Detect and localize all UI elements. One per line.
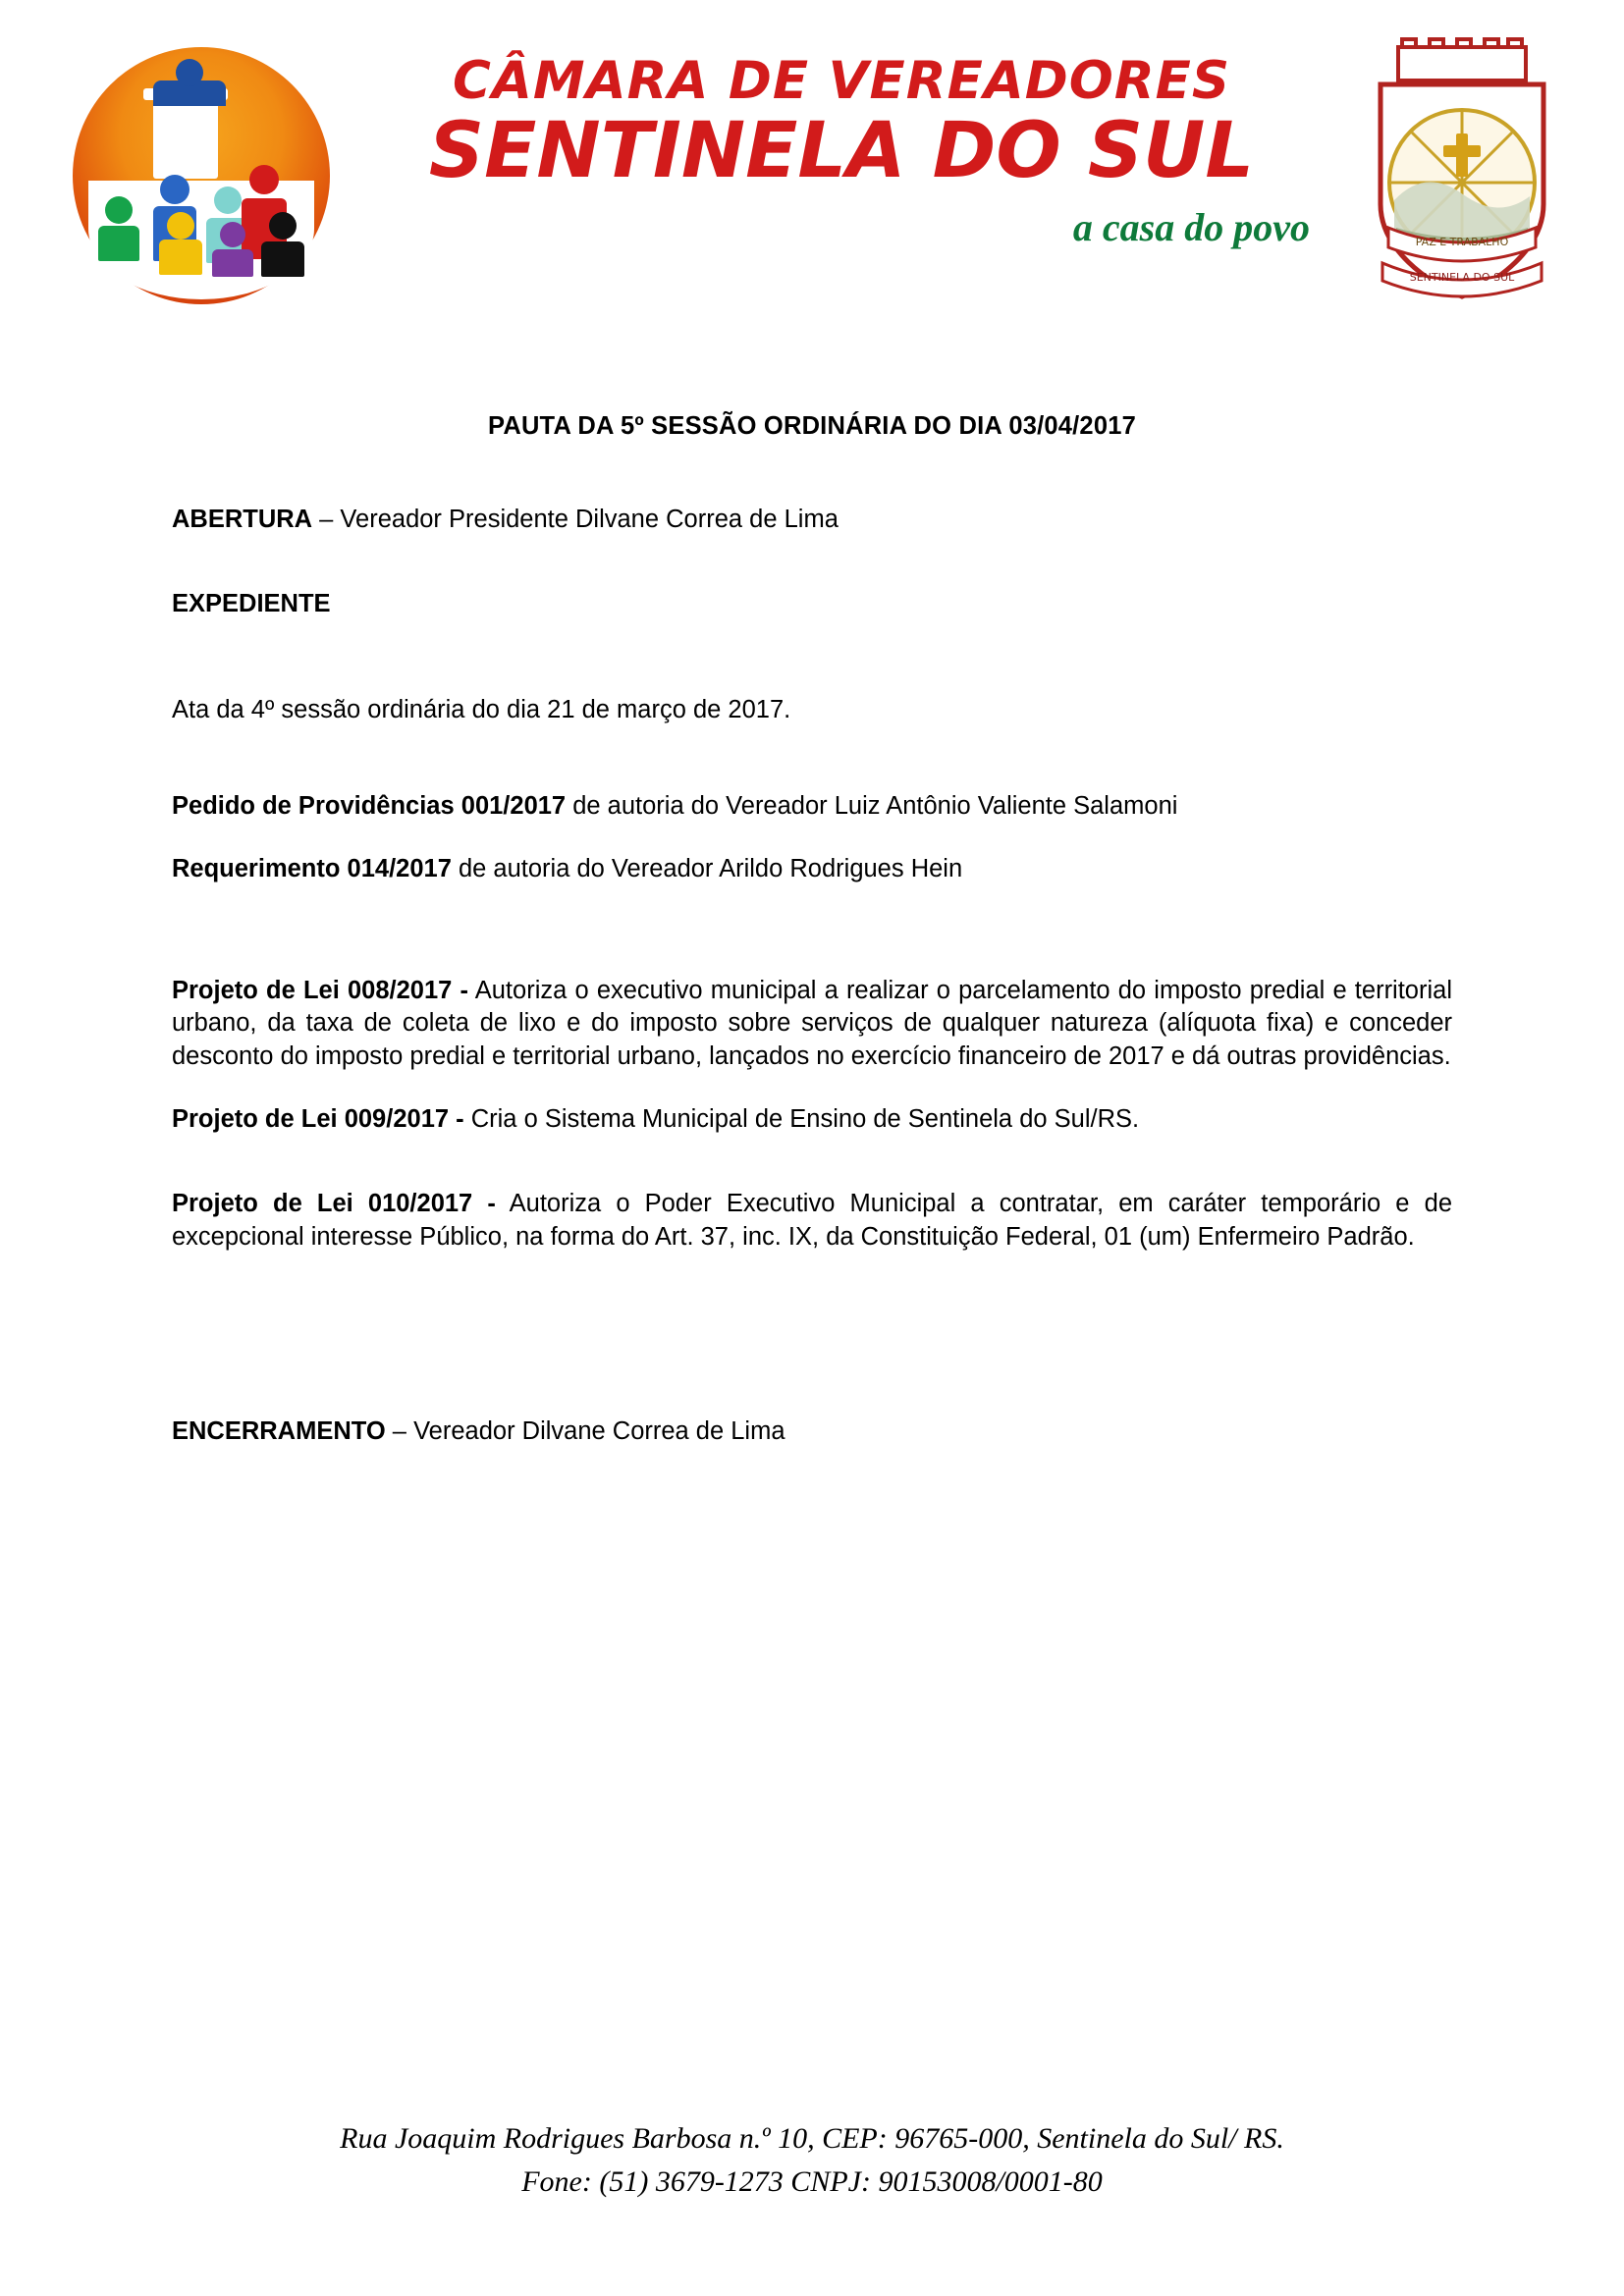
camara-logo-icon (59, 39, 344, 324)
item-projeto-lei-010 (172, 1188, 1452, 1255)
item-label: Projeto de Lei 009/2017 - (172, 1105, 464, 1134)
header-title-line1: CÂMARA DE VEREADORES (452, 51, 1231, 111)
brasao-icon (1359, 35, 1565, 330)
encerramento-text: – Vereador Dilvane Correa de Lima (385, 1416, 785, 1445)
item-text: Autoriza o executivo municipal a realizar o parcelamento do imposto predial e territorial urbano, da taxa de coleta de lixo e do imposto sobre serviços de qualquer natureza (alíquota fixa) e conceder desconto do imposto predial e territorial urbano, lançados no exercício financeiro de 2017 e dá outras providências. (172, 976, 1452, 1071)
encerramento-label: ENCERRAMENTO (172, 1416, 386, 1445)
document-header (0, 0, 1624, 353)
item-text: de autoria do Vereador Arildo Rodrigues Hein (451, 854, 963, 882)
person-black-icon (261, 212, 304, 277)
abertura-text: – Vereador Presidente Dilvane Correa de Lima (312, 506, 839, 533)
person-yellow-icon (159, 212, 202, 275)
item-pedido-providencias (172, 790, 1452, 824)
item-text: de autoria do Vereador Luiz Antônio Valiente Salamoni (566, 791, 1178, 820)
footer-address: Rua Joaquim Rodrigues Barbosa n.º 10, CEP: 96765-000, Sentinela do Sul/ RS. (340, 2122, 1284, 2155)
footer-contact: Fone: (51) 3679-1273 CNPJ: 90153008/0001-80 (521, 2164, 1103, 2198)
item-label: Pedido de Providências 001/2017 (172, 791, 567, 820)
speaker-head-shape (176, 59, 203, 86)
item-projeto-lei-009 (172, 1103, 1452, 1137)
encerramento-paragraph (172, 1415, 1452, 1449)
header-title-line2: SENTINELA DO SUL (428, 107, 1255, 196)
item-requerimento (172, 853, 1452, 886)
person-purple-icon (212, 222, 253, 277)
item-projeto-lei-008 (172, 975, 1452, 1075)
item-text: Cria o Sistema Municipal de Ensino de Sentinela do Sul/RS. (463, 1105, 1140, 1134)
podium-stand-shape (153, 94, 218, 179)
item-label: Requerimento 014/2017 (172, 854, 452, 882)
svg-text:PAZ E TRABALHO: PAZ E TRABALHO (1415, 236, 1509, 248)
expediente-heading (172, 588, 1452, 621)
brasao-bottom-label: SENTINELA DO SUL (1409, 271, 1515, 284)
item-label: Projeto de Lei 008/2017 - (172, 976, 468, 1004)
person-green-icon (98, 196, 139, 261)
header-title-block (344, 29, 1359, 250)
abertura-paragraph (172, 504, 1452, 537)
abertura-label: ABERTURA (172, 506, 313, 533)
page-title: PAUTA DA 5º SESSÃO ORDINÁRIA DO DIA 03/04/2017 (488, 412, 1136, 440)
item-text: Autoriza o Poder Executivo Municipal a contratar, em caráter temporário e de excepcional interesse Público, na forma do Art. 37, inc. IX, da Constituição Federal, 01 (um) Enfermeiro Padrão. (172, 1190, 1452, 1252)
document-footer (0, 2117, 1624, 2203)
document-body (0, 412, 1624, 1449)
ata-paragraph: Ata da 4º sessão ordinária do dia 21 de março de 2017. (172, 695, 791, 723)
expediente-label: EXPEDIENTE (172, 589, 331, 617)
header-tagline: a casa do povo (1072, 204, 1310, 249)
item-label: Projeto de Lei 010/2017 - (172, 1190, 496, 1218)
